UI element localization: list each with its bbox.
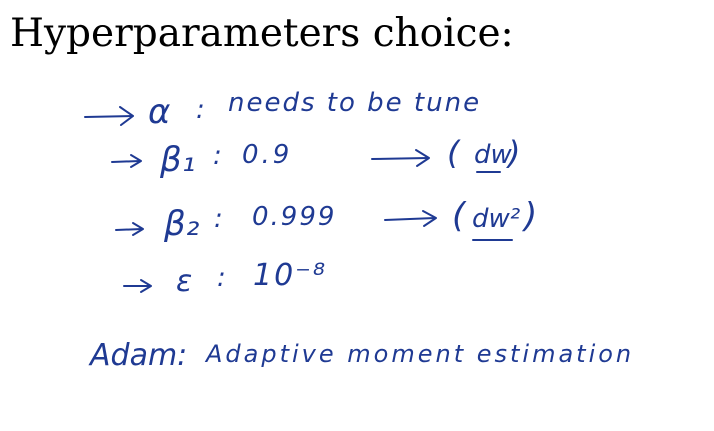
adam-label: Adam: xyxy=(90,338,188,373)
maps-to-arrow-icon xyxy=(385,211,436,226)
epsilon-separator: : xyxy=(217,263,226,293)
alpha-description: needs to be tune xyxy=(228,88,482,118)
bullet-arrow-icon xyxy=(112,155,141,167)
adam-expansion: Adaptive moment estimation xyxy=(206,340,635,368)
beta1-target-close: ) xyxy=(508,134,521,172)
beta1-separator: : xyxy=(213,141,222,171)
bullet-arrow-icon xyxy=(116,223,143,235)
slide-title: Hyperparameters choice: xyxy=(10,11,514,56)
beta2-separator: : xyxy=(214,204,223,234)
beta2-target-open: ( xyxy=(452,196,466,236)
epsilon-value: 10⁻⁸ xyxy=(253,258,328,293)
alpha-separator: : xyxy=(196,95,205,125)
beta2-target: dw² xyxy=(472,204,521,234)
beta1-value: 0.9 xyxy=(242,140,293,170)
beta2-symbol: β₂ xyxy=(164,204,200,244)
alpha-symbol: α xyxy=(148,92,171,132)
bullet-arrow-icon xyxy=(85,107,133,125)
epsilon-symbol: ε xyxy=(176,264,193,299)
beta1-symbol: β₁ xyxy=(160,140,196,180)
beta1-target: dw xyxy=(474,140,512,170)
maps-to-arrow-icon xyxy=(372,150,429,166)
beta2-value: 0.999 xyxy=(252,202,337,232)
beta2-target-close: ) xyxy=(524,196,538,236)
bullet-arrow-icon xyxy=(124,280,151,292)
beta1-target-open: ( xyxy=(447,134,460,172)
